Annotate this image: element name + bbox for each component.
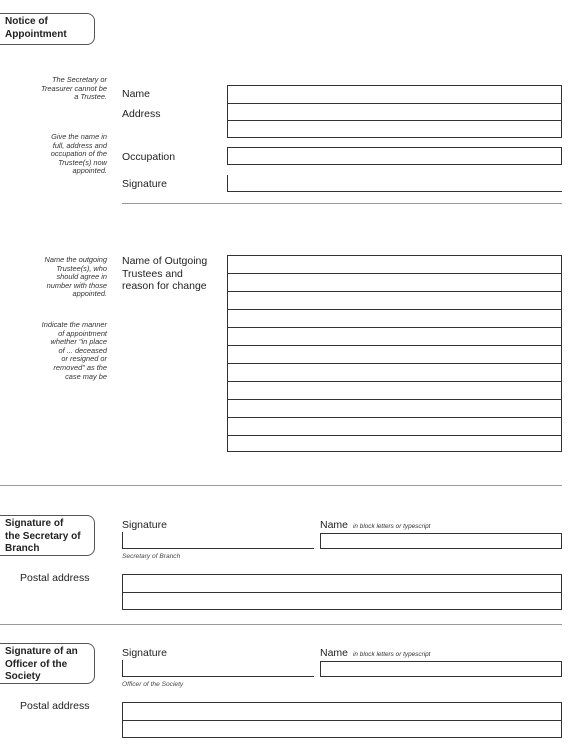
note-line: Indicate the manner [41,320,107,329]
secretary-branch-tab [0,515,95,556]
outgoing-row[interactable] [228,436,561,451]
outgoing-row[interactable] [228,274,561,292]
postal-row[interactable] [123,703,561,721]
note-line: Give the name in [51,132,107,141]
officer-signature-caption: Officer of the Society [122,681,184,688]
note-line: The Secretary or [51,75,107,84]
notice-of-appointment-tab [0,13,95,45]
signature-field[interactable] [227,175,562,192]
name-row[interactable] [228,86,561,104]
tab-line: Society [5,671,41,682]
officer-name-label [320,647,430,661]
note-line: of ... deceased [58,345,107,355]
outgoing-row[interactable] [228,256,561,274]
name-label: Name [320,647,349,659]
divider [0,624,562,625]
note-line: should agree in [56,272,107,282]
tab-line: Signature of an [5,646,78,657]
outgoing-row[interactable] [228,382,561,400]
note-line: of appointment [58,328,107,338]
label-line: Name of Outgoing [122,255,208,267]
secretary-name-label [320,519,430,533]
divider [122,203,562,204]
officer-postal-field[interactable] [122,702,562,738]
tab-line: Notice of [5,16,48,27]
name-label: Name [122,88,151,100]
note-line: a Trustee. [74,92,107,102]
outgoing-note [7,256,107,299]
secretary-signature-caption: Secretary of Branch [122,553,181,560]
note-line: full, address and [52,140,107,150]
secretary-signature-field[interactable] [122,532,314,549]
outgoing-row[interactable] [228,328,561,346]
occupation-field[interactable] [227,147,562,165]
note-line: case may be [65,371,107,381]
note-line: whether "in place [50,337,107,347]
occupation-label: Occupation [122,151,176,163]
tab-line: the Secretary of [5,530,81,542]
signature-label: Signature [122,178,167,190]
officer-signature-label: Signature [122,647,167,659]
label-line: reason for change [122,280,207,292]
give-name-note [7,133,107,176]
note-line: Name the outgoing [44,255,107,264]
tab-line: Branch [5,543,40,554]
outgoing-row[interactable] [228,400,561,418]
outgoing-row[interactable] [228,418,561,436]
name-hint: in block letters or typescript [353,523,431,530]
officer-signature-field[interactable] [122,660,314,677]
secretary-signature-label: Signature [122,519,167,531]
name-address-field[interactable] [227,85,562,138]
tab-line: Officer of the [5,658,68,670]
secretary-postal-label: Postal address [20,572,90,584]
outgoing-row[interactable] [228,346,561,364]
postal-row[interactable] [123,721,561,737]
tab-line: Signature of [5,518,64,529]
note-line: Treasurer cannot be [40,83,107,93]
note-line: removed" as the [53,362,107,372]
name-label: Name [320,519,349,531]
divider [0,485,562,486]
secretary-note [7,76,107,102]
officer-name-field[interactable] [320,661,562,677]
outgoing-trustees-field[interactable] [227,255,562,452]
manner-note [7,321,107,381]
officer-postal-label: Postal address [20,700,90,712]
address-label: Address [122,108,161,120]
secretary-name-field[interactable] [320,533,562,549]
note-line: occupation of the [50,149,107,159]
tab-line: Appointment [5,28,67,40]
address-row-1[interactable] [228,104,561,121]
outgoing-row[interactable] [228,364,561,382]
note-line: appointed. [72,289,107,299]
officer-society-tab [0,643,95,684]
note-line: Trustee(s) now [58,157,107,167]
outgoing-row[interactable] [228,292,561,310]
note-line: appointed. [72,166,107,176]
outgoing-trustees-label [122,255,207,293]
note-line: or resigned or [61,354,107,364]
name-hint: in block letters or typescript [353,651,431,658]
outgoing-row[interactable] [228,310,561,328]
address-row-2[interactable] [228,121,561,137]
note-line: number with those [46,280,107,290]
label-line: Trustees and [122,267,183,280]
note-line: Trustee(s), who [56,263,107,273]
postal-row[interactable] [123,593,561,609]
secretary-postal-field[interactable] [122,574,562,610]
postal-row[interactable] [123,575,561,593]
